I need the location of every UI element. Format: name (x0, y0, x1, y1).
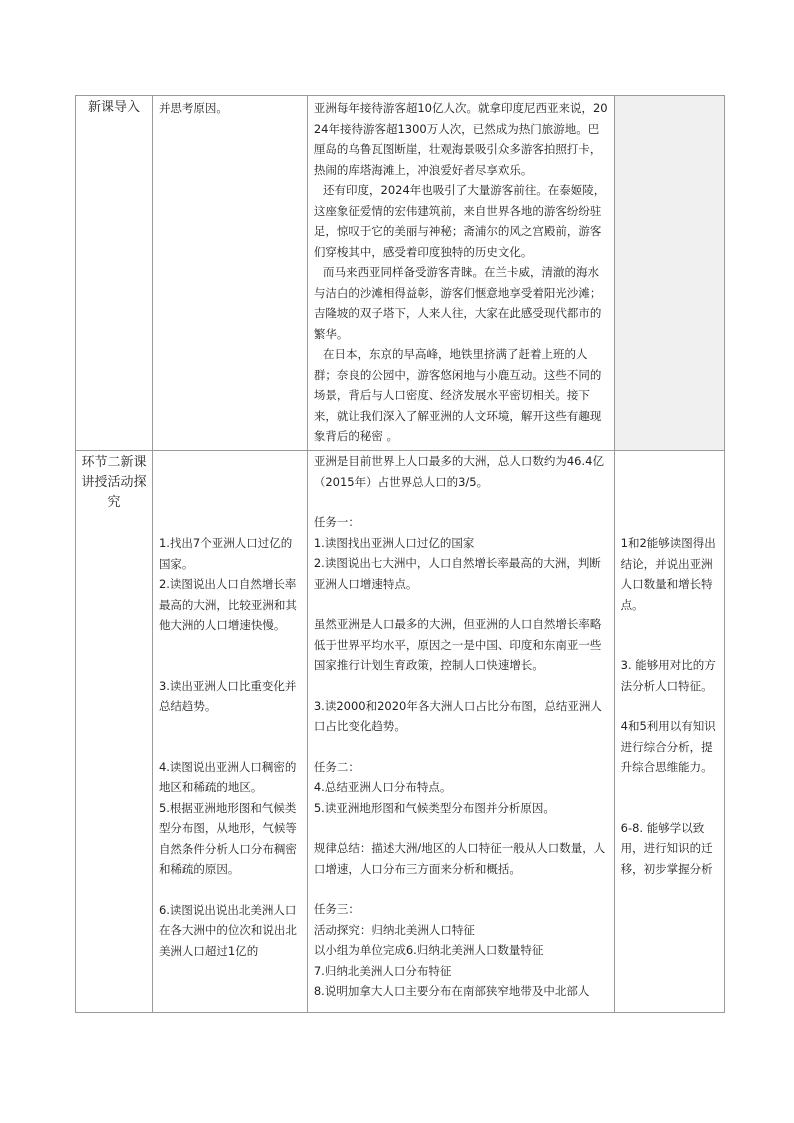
student-activity-text: 并思考原因。 (158, 101, 228, 115)
student-activity-cell (152, 451, 307, 1013)
content-note: 虽然亚洲是人口最多的大洲，但亚洲的人口自然增长率略低于世界平均水平，原因之一是中国、印度和东南亚一些国家推行计划生育政策，控制人口快速增长。 (313, 617, 602, 672)
task-item: 3.读2000和2020年各大洲人口占比分布图，总结亚洲人口占比变化趋势。 (313, 698, 602, 733)
task-heading: 任务一： (313, 515, 360, 529)
stage-label: 新课导入 (87, 100, 140, 115)
content-intro: 亚洲是目前世界上人口最多的大洲，总人口数约为46.4亿（2015年）占世界总人口的3/5。 (313, 454, 604, 489)
task-item: 1.读图找出亚洲人口过亿的国家 (313, 535, 475, 550)
student-activity-6: 6.读图说出说出北美洲人口在各大洲中的位次和说出北美洲人口超过1亿的 (158, 902, 297, 958)
teaching-content-cell (307, 451, 614, 1013)
goal-cell (614, 96, 724, 451)
task-item: 8.说明加拿大人口主要分布在南部狭窄地带及中北部人 (313, 984, 590, 998)
table-row (76, 451, 725, 1013)
task-item: 2.读图说出七大洲中，人口自然增长率最高的大洲，判断亚洲人口增速特点。 (313, 556, 601, 591)
student-activity-5: 5.根据亚洲地形图和气候类型分布图，从地形，气候等自然条件分析人口分布稠密和稀疏的原因。 (158, 800, 297, 876)
task-heading: 任务三： (313, 902, 360, 916)
student-activity-2: 2.读图说出人口自然增长率最高的大洲，比较亚洲和其他大洲的人口增速快慢。 (158, 577, 297, 632)
task-item: 5.读亚洲地形图和气候类型分布图并分析原因。 (313, 800, 555, 815)
content-paragraph: 在日本，东京的早高峰，地铁里挤满了赶着上班的人群；奈良的公园中，游客悠闲地与小鹿互动。这些不同的场景，背后与人口密度、经济发展水平密切相关。接下来，就让我们深入了解亚洲的人文环境，解开这些有趣现象背后的秘密 。 (313, 347, 602, 443)
stage-cell (76, 451, 153, 1013)
content-paragraph: 而马来西亚同样备受游客青睐。在兰卡威，清澈的海水与洁白的沙滩相得益彰，游客们惬意地享受着阳光沙滩；吉隆坡的双子塔下，人来人往，大家在此感受现代都市的繁华。 (313, 265, 602, 341)
content-paragraph: 还有印度，2024年也吸引了大量游客前往。在泰姬陵，这座象征爱情的宏伟建筑前，来自世界各地的游客纷纷驻足，惊叹于它的美丽与神秘；斋浦尔的风之宫殿前，游客们穿梭其中，感受着印度独特的历史文化。 (313, 183, 606, 259)
content-paragraph: 亚洲每年接待游客超10亿人次。就拿印度尼西亚来说，2024年接待游客超1300万人次，已然成为热门旅游地。巴厘岛的乌鲁瓦图断崖，壮观海景吸引众多游客拍照打卡，热闹的库塔海滩上，冲浪爱好者尽享欢乐。 (313, 101, 608, 177)
goal-text: 3. 能够用对比的方法分析人口特征。 (620, 658, 716, 693)
stage-cell (76, 96, 153, 451)
goal-text: 4和5利用以有知识进行综合分析，提升综合思维能力。 (620, 719, 716, 774)
goal-text: 1和2能够读图得出结论，并说出亚洲人口数量和增长特点。 (620, 536, 716, 612)
lesson-plan-table (75, 95, 725, 1013)
table-row (76, 96, 725, 451)
student-activity-3: 3.读出亚洲人口比重变化并总结趋势。 (158, 678, 297, 713)
goal-text: 6-8. 能够学以致用，进行知识的迁移，初步掌握分析 (620, 820, 713, 876)
task-item: 7.归纳北美洲人口分布特征 (313, 963, 452, 978)
task-item: 以小组为单位完成6.归纳北美洲人口数量特征 (313, 943, 544, 957)
task-item: 活动探究：归纳北美洲人口特征 (313, 922, 475, 937)
student-activity-4: 4.读图说出亚洲人口稠密的地区和稀疏的地区。 (158, 759, 297, 794)
student-activity-1: 1.找出7个亚洲人口过亿的国家。 (158, 536, 293, 571)
task-heading: 任务二： (313, 759, 360, 774)
student-activity-cell (152, 96, 307, 451)
stage-label: 环节二新课讲授活动探究 (81, 455, 147, 510)
rule-summary: 规律总结：描述大洲/地区的人口特征一般从人口数量，人口增速，人口分布三方面来分析和概括。 (313, 841, 606, 876)
goal-cell (614, 451, 724, 1013)
teaching-content-cell (307, 96, 614, 451)
task-item: 4.总结亚洲人口分布特点。 (313, 780, 452, 794)
